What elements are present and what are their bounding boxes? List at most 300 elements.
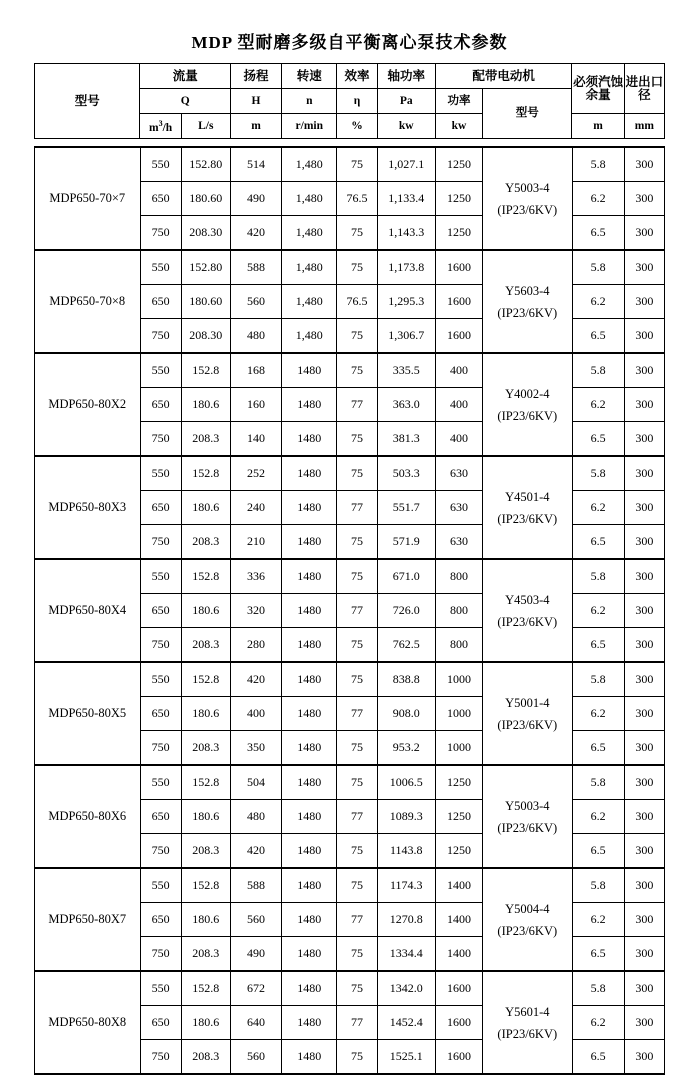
cell-inout-diameter: 300 bbox=[624, 594, 664, 628]
cell-motor-power: 630 bbox=[435, 525, 482, 560]
cell-efficiency: 75 bbox=[337, 353, 377, 388]
header-unit-npsh-m: m bbox=[572, 114, 624, 139]
cell-npsh: 5.8 bbox=[572, 971, 624, 1006]
cell-flow-ls: 180.6 bbox=[181, 594, 230, 628]
table-row bbox=[35, 353, 665, 388]
cell-inout-diameter: 300 bbox=[624, 353, 664, 388]
table-row bbox=[35, 456, 665, 491]
motor-model-name: Y5004-4 bbox=[505, 901, 550, 916]
cell-head: 420 bbox=[230, 662, 281, 697]
table-row bbox=[35, 971, 665, 1006]
cell-npsh: 6.5 bbox=[572, 834, 624, 869]
cell-motor-power: 1000 bbox=[435, 662, 482, 697]
cell-flow-ls: 208.30 bbox=[181, 216, 230, 251]
header-symbol-motor-model: 型号 bbox=[483, 89, 572, 139]
header-unit-ls: L/s bbox=[181, 114, 230, 139]
cell-efficiency: 77 bbox=[337, 594, 377, 628]
cell-motor-power: 400 bbox=[435, 353, 482, 388]
cell-speed: 1480 bbox=[282, 834, 337, 869]
cell-flow-ls: 180.6 bbox=[181, 491, 230, 525]
cell-flow-ls: 152.80 bbox=[181, 147, 230, 182]
motor-model-rating: (IP23/6KV) bbox=[497, 408, 558, 423]
cell-flow-ls: 208.3 bbox=[181, 937, 230, 972]
cell-head: 168 bbox=[230, 353, 281, 388]
cell-efficiency: 75 bbox=[337, 662, 377, 697]
cell-inout-diameter: 300 bbox=[624, 628, 664, 663]
motor-model-rating: (IP23/6KV) bbox=[497, 923, 558, 938]
cell-motor-power: 1250 bbox=[435, 147, 482, 182]
cell-inout-diameter: 300 bbox=[624, 182, 664, 216]
cell-head: 514 bbox=[230, 147, 281, 182]
cell-model: MDP650-80X6 bbox=[35, 765, 141, 868]
cell-motor-power: 800 bbox=[435, 559, 482, 594]
cell-flow-m3h: 650 bbox=[140, 903, 181, 937]
cell-flow-m3h: 750 bbox=[140, 525, 181, 560]
cell-flow-m3h: 750 bbox=[140, 216, 181, 251]
cell-npsh: 6.2 bbox=[572, 903, 624, 937]
cell-speed: 1480 bbox=[282, 388, 337, 422]
cell-flow-m3h: 650 bbox=[140, 388, 181, 422]
motor-model-rating: (IP23/6KV) bbox=[497, 511, 558, 526]
cell-npsh: 6.2 bbox=[572, 491, 624, 525]
cell-inout-diameter: 300 bbox=[624, 285, 664, 319]
cell-flow-ls: 152.80 bbox=[181, 250, 230, 285]
cell-flow-m3h: 550 bbox=[140, 662, 181, 697]
cell-flow-m3h: 750 bbox=[140, 628, 181, 663]
cell-speed: 1,480 bbox=[282, 319, 337, 354]
cell-head: 420 bbox=[230, 834, 281, 869]
cell-efficiency: 75 bbox=[337, 250, 377, 285]
cell-efficiency: 75 bbox=[337, 525, 377, 560]
cell-motor-power: 1400 bbox=[435, 937, 482, 972]
cell-flow-m3h: 750 bbox=[140, 422, 181, 457]
cell-npsh: 6.2 bbox=[572, 800, 624, 834]
header-unit-percent: % bbox=[337, 114, 377, 139]
cell-speed: 1480 bbox=[282, 628, 337, 663]
cell-model: MDP650-80X7 bbox=[35, 868, 141, 971]
cell-motor-model bbox=[483, 353, 572, 456]
cell-motor-model bbox=[483, 456, 572, 559]
cell-model: MDP650-80X5 bbox=[35, 662, 141, 765]
cell-speed: 1480 bbox=[282, 937, 337, 972]
cell-inout-diameter: 300 bbox=[624, 388, 664, 422]
cell-motor-model bbox=[483, 147, 572, 250]
cell-motor-power: 1000 bbox=[435, 731, 482, 766]
cell-model: MDP650-80X2 bbox=[35, 353, 141, 456]
cell-inout-diameter: 300 bbox=[624, 422, 664, 457]
header-inout-diameter: 进出口径 bbox=[624, 64, 664, 114]
motor-model-name: Y4002-4 bbox=[505, 386, 550, 401]
cell-head: 140 bbox=[230, 422, 281, 457]
cell-flow-ls: 152.8 bbox=[181, 456, 230, 491]
motor-model-rating: (IP23/6KV) bbox=[497, 1026, 558, 1041]
cell-shaft-power: 1,173.8 bbox=[377, 250, 435, 285]
cell-flow-ls: 180.60 bbox=[181, 182, 230, 216]
cell-motor-power: 1400 bbox=[435, 868, 482, 903]
cell-motor-model bbox=[483, 559, 572, 662]
cell-motor-model bbox=[483, 868, 572, 971]
cell-shaft-power: 1,027.1 bbox=[377, 147, 435, 182]
header-group-flow: 流量 bbox=[140, 64, 230, 89]
cell-motor-model bbox=[483, 765, 572, 868]
cell-shaft-power: 762.5 bbox=[377, 628, 435, 663]
header-row-groups bbox=[35, 64, 665, 89]
cell-motor-power: 1600 bbox=[435, 1006, 482, 1040]
cell-speed: 1480 bbox=[282, 697, 337, 731]
cell-speed: 1480 bbox=[282, 559, 337, 594]
cell-efficiency: 77 bbox=[337, 388, 377, 422]
header-symbol-pa: Pa bbox=[377, 89, 435, 114]
cell-motor-power: 1000 bbox=[435, 697, 482, 731]
cell-motor-power: 1250 bbox=[435, 834, 482, 869]
cell-inout-diameter: 300 bbox=[624, 971, 664, 1006]
cell-efficiency: 77 bbox=[337, 1006, 377, 1040]
cell-efficiency: 76.5 bbox=[337, 182, 377, 216]
cell-shaft-power: 1,143.3 bbox=[377, 216, 435, 251]
cell-flow-ls: 180.6 bbox=[181, 388, 230, 422]
header-group-motor: 配带电动机 bbox=[435, 64, 572, 89]
cell-efficiency: 75 bbox=[337, 765, 377, 800]
cell-efficiency: 75 bbox=[337, 834, 377, 869]
cell-flow-ls: 152.8 bbox=[181, 353, 230, 388]
cell-npsh: 6.2 bbox=[572, 182, 624, 216]
cell-speed: 1,480 bbox=[282, 285, 337, 319]
cell-inout-diameter: 300 bbox=[624, 1040, 664, 1075]
cell-head: 240 bbox=[230, 491, 281, 525]
cell-head: 252 bbox=[230, 456, 281, 491]
cell-speed: 1480 bbox=[282, 800, 337, 834]
cell-motor-power: 800 bbox=[435, 628, 482, 663]
cell-speed: 1480 bbox=[282, 422, 337, 457]
cell-shaft-power: 1,295.3 bbox=[377, 285, 435, 319]
cell-head: 588 bbox=[230, 868, 281, 903]
cell-npsh: 6.2 bbox=[572, 285, 624, 319]
header-symbol-h: H bbox=[230, 89, 281, 114]
cell-flow-ls: 208.3 bbox=[181, 422, 230, 457]
cell-flow-ls: 208.3 bbox=[181, 731, 230, 766]
header-unit-rmin: r/min bbox=[282, 114, 337, 139]
cell-shaft-power: 381.3 bbox=[377, 422, 435, 457]
header-group-head: 扬程 bbox=[230, 64, 281, 89]
cell-flow-m3h: 550 bbox=[140, 971, 181, 1006]
header-unit-kw-shaft: kw bbox=[377, 114, 435, 139]
cell-shaft-power: 1143.8 bbox=[377, 834, 435, 869]
cell-npsh: 6.5 bbox=[572, 1040, 624, 1075]
cell-efficiency: 76.5 bbox=[337, 285, 377, 319]
cell-inout-diameter: 300 bbox=[624, 456, 664, 491]
cell-flow-ls: 208.3 bbox=[181, 628, 230, 663]
table-row bbox=[35, 765, 665, 800]
header-symbol-eta: η bbox=[337, 89, 377, 114]
cell-motor-power: 1600 bbox=[435, 319, 482, 354]
cell-shaft-power: 551.7 bbox=[377, 491, 435, 525]
cell-inout-diameter: 300 bbox=[624, 903, 664, 937]
cell-speed: 1,480 bbox=[282, 216, 337, 251]
cell-flow-m3h: 750 bbox=[140, 937, 181, 972]
cell-shaft-power: 1089.3 bbox=[377, 800, 435, 834]
cell-speed: 1480 bbox=[282, 491, 337, 525]
cell-shaft-power: 1525.1 bbox=[377, 1040, 435, 1075]
cell-inout-diameter: 300 bbox=[624, 800, 664, 834]
motor-model-name: Y5001-4 bbox=[505, 695, 550, 710]
cell-flow-ls: 152.8 bbox=[181, 662, 230, 697]
cell-model: MDP650-80X3 bbox=[35, 456, 141, 559]
cell-motor-power: 1400 bbox=[435, 903, 482, 937]
table-row bbox=[35, 559, 665, 594]
motor-model-name: Y4501-4 bbox=[505, 489, 550, 504]
cell-flow-ls: 152.8 bbox=[181, 971, 230, 1006]
motor-model-name: Y5603-4 bbox=[505, 283, 550, 298]
cell-head: 672 bbox=[230, 971, 281, 1006]
cell-head: 336 bbox=[230, 559, 281, 594]
cell-inout-diameter: 300 bbox=[624, 250, 664, 285]
cell-flow-m3h: 550 bbox=[140, 456, 181, 491]
cell-flow-ls: 208.3 bbox=[181, 1040, 230, 1075]
cell-head: 480 bbox=[230, 800, 281, 834]
cell-efficiency: 75 bbox=[337, 216, 377, 251]
motor-model-name: Y5003-4 bbox=[505, 180, 550, 195]
cell-motor-power: 1600 bbox=[435, 1040, 482, 1075]
cell-speed: 1480 bbox=[282, 971, 337, 1006]
cell-head: 160 bbox=[230, 388, 281, 422]
page-title: MDP 型耐磨多级自平衡离心泵技术参数 bbox=[191, 33, 508, 52]
cell-flow-m3h: 650 bbox=[140, 697, 181, 731]
cell-flow-m3h: 650 bbox=[140, 800, 181, 834]
cell-motor-power: 1250 bbox=[435, 182, 482, 216]
header-unit-m3h: $m^3/h$ bbox=[140, 114, 181, 139]
cell-efficiency: 75 bbox=[337, 1040, 377, 1075]
cell-flow-m3h: 650 bbox=[140, 285, 181, 319]
cell-head: 560 bbox=[230, 1040, 281, 1075]
cell-inout-diameter: 300 bbox=[624, 765, 664, 800]
cell-npsh: 5.8 bbox=[572, 868, 624, 903]
cell-npsh: 6.5 bbox=[572, 731, 624, 766]
cell-shaft-power: 1270.8 bbox=[377, 903, 435, 937]
cell-efficiency: 75 bbox=[337, 559, 377, 594]
cell-shaft-power: 1006.5 bbox=[377, 765, 435, 800]
cell-flow-ls: 180.6 bbox=[181, 903, 230, 937]
cell-flow-m3h: 550 bbox=[140, 147, 181, 182]
cell-motor-power: 630 bbox=[435, 456, 482, 491]
cell-speed: 1480 bbox=[282, 731, 337, 766]
cell-efficiency: 75 bbox=[337, 422, 377, 457]
header-symbol-power: 功率 bbox=[435, 89, 482, 114]
table-row bbox=[35, 868, 665, 903]
cell-inout-diameter: 300 bbox=[624, 491, 664, 525]
cell-inout-diameter: 300 bbox=[624, 1006, 664, 1040]
cell-shaft-power: 1,133.4 bbox=[377, 182, 435, 216]
table-header bbox=[34, 63, 665, 139]
cell-flow-m3h: 750 bbox=[140, 1040, 181, 1075]
cell-efficiency: 77 bbox=[337, 491, 377, 525]
cell-motor-model bbox=[483, 662, 572, 765]
cell-efficiency: 75 bbox=[337, 456, 377, 491]
cell-motor-power: 800 bbox=[435, 594, 482, 628]
header-group-efficiency: 效率 bbox=[337, 64, 377, 89]
cell-model: MDP650-80X8 bbox=[35, 971, 141, 1074]
cell-flow-m3h: 750 bbox=[140, 834, 181, 869]
cell-flow-m3h: 550 bbox=[140, 868, 181, 903]
cell-shaft-power: 503.3 bbox=[377, 456, 435, 491]
cell-npsh: 6.5 bbox=[572, 937, 624, 972]
motor-model-name: Y4503-4 bbox=[505, 592, 550, 607]
cell-motor-model bbox=[483, 971, 572, 1074]
cell-shaft-power: 1342.0 bbox=[377, 971, 435, 1006]
cell-efficiency: 75 bbox=[337, 971, 377, 1006]
cell-speed: 1480 bbox=[282, 662, 337, 697]
motor-model-rating: (IP23/6KV) bbox=[497, 614, 558, 629]
cell-flow-ls: 180.6 bbox=[181, 1006, 230, 1040]
cell-speed: 1480 bbox=[282, 903, 337, 937]
cell-speed: 1480 bbox=[282, 353, 337, 388]
table-row bbox=[35, 147, 665, 182]
cell-npsh: 5.8 bbox=[572, 559, 624, 594]
header-symbol-q: Q bbox=[140, 89, 230, 114]
cell-shaft-power: 1174.3 bbox=[377, 868, 435, 903]
cell-efficiency: 75 bbox=[337, 319, 377, 354]
cell-inout-diameter: 300 bbox=[624, 525, 664, 560]
cell-npsh: 5.8 bbox=[572, 250, 624, 285]
cell-head: 560 bbox=[230, 903, 281, 937]
cell-head: 420 bbox=[230, 216, 281, 251]
cell-flow-m3h: 650 bbox=[140, 182, 181, 216]
header-unit-kw-motor: kw bbox=[435, 114, 482, 139]
cell-inout-diameter: 300 bbox=[624, 147, 664, 182]
cell-speed: 1480 bbox=[282, 765, 337, 800]
cell-head: 480 bbox=[230, 319, 281, 354]
cell-head: 210 bbox=[230, 525, 281, 560]
cell-efficiency: 77 bbox=[337, 903, 377, 937]
motor-model-rating: (IP23/6KV) bbox=[497, 717, 558, 732]
cell-motor-power: 400 bbox=[435, 388, 482, 422]
cell-npsh: 6.5 bbox=[572, 216, 624, 251]
header-group-shaft-power: 轴功率 bbox=[377, 64, 435, 89]
cell-head: 280 bbox=[230, 628, 281, 663]
cell-head: 640 bbox=[230, 1006, 281, 1040]
motor-model-rating: (IP23/6KV) bbox=[497, 202, 558, 217]
table-body bbox=[34, 146, 665, 1075]
cell-flow-ls: 152.8 bbox=[181, 765, 230, 800]
cell-shaft-power: 1,306.7 bbox=[377, 319, 435, 354]
cell-motor-model bbox=[483, 250, 572, 353]
cell-flow-ls: 152.8 bbox=[181, 559, 230, 594]
cell-npsh: 5.8 bbox=[572, 147, 624, 182]
cell-head: 490 bbox=[230, 182, 281, 216]
cell-inout-diameter: 300 bbox=[624, 319, 664, 354]
cell-shaft-power: 908.0 bbox=[377, 697, 435, 731]
cell-shaft-power: 953.2 bbox=[377, 731, 435, 766]
cell-npsh: 6.2 bbox=[572, 594, 624, 628]
cell-npsh: 6.2 bbox=[572, 1006, 624, 1040]
cell-motor-power: 400 bbox=[435, 422, 482, 457]
cell-efficiency: 77 bbox=[337, 800, 377, 834]
cell-speed: 1480 bbox=[282, 594, 337, 628]
cell-flow-ls: 208.3 bbox=[181, 834, 230, 869]
cell-inout-diameter: 300 bbox=[624, 697, 664, 731]
cell-npsh: 6.2 bbox=[572, 388, 624, 422]
cell-flow-ls: 208.30 bbox=[181, 319, 230, 354]
cell-head: 560 bbox=[230, 285, 281, 319]
cell-speed: 1,480 bbox=[282, 147, 337, 182]
cell-shaft-power: 335.5 bbox=[377, 353, 435, 388]
cell-npsh: 5.8 bbox=[572, 662, 624, 697]
cell-flow-m3h: 550 bbox=[140, 559, 181, 594]
cell-flow-ls: 208.3 bbox=[181, 525, 230, 560]
cell-npsh: 6.5 bbox=[572, 628, 624, 663]
cell-flow-m3h: 550 bbox=[140, 250, 181, 285]
cell-motor-power: 1250 bbox=[435, 765, 482, 800]
cell-model: MDP650-70×8 bbox=[35, 250, 141, 353]
cell-motor-power: 1250 bbox=[435, 800, 482, 834]
cell-shaft-power: 571.9 bbox=[377, 525, 435, 560]
cell-inout-diameter: 300 bbox=[624, 731, 664, 766]
header-symbol-n: n bbox=[282, 89, 337, 114]
cell-head: 504 bbox=[230, 765, 281, 800]
cell-head: 350 bbox=[230, 731, 281, 766]
cell-flow-m3h: 750 bbox=[140, 731, 181, 766]
cell-npsh: 6.2 bbox=[572, 697, 624, 731]
cell-shaft-power: 671.0 bbox=[377, 559, 435, 594]
cell-flow-m3h: 550 bbox=[140, 353, 181, 388]
cell-efficiency: 75 bbox=[337, 731, 377, 766]
cell-flow-ls: 180.60 bbox=[181, 285, 230, 319]
cell-inout-diameter: 300 bbox=[624, 834, 664, 869]
cell-speed: 1480 bbox=[282, 868, 337, 903]
cell-shaft-power: 1452.4 bbox=[377, 1006, 435, 1040]
cell-flow-m3h: 550 bbox=[140, 765, 181, 800]
cell-inout-diameter: 300 bbox=[624, 868, 664, 903]
cell-motor-power: 1600 bbox=[435, 971, 482, 1006]
header-npsh: 必须汽蚀余量 bbox=[572, 64, 624, 114]
cell-npsh: 6.5 bbox=[572, 319, 624, 354]
cell-inout-diameter: 300 bbox=[624, 559, 664, 594]
cell-speed: 1480 bbox=[282, 456, 337, 491]
cell-speed: 1,480 bbox=[282, 250, 337, 285]
cell-flow-m3h: 650 bbox=[140, 491, 181, 525]
cell-shaft-power: 726.0 bbox=[377, 594, 435, 628]
cell-shaft-power: 1334.4 bbox=[377, 937, 435, 972]
cell-model: MDP650-70×7 bbox=[35, 147, 141, 250]
cell-speed: 1480 bbox=[282, 525, 337, 560]
motor-model-name: Y5601-4 bbox=[505, 1004, 550, 1019]
cell-inout-diameter: 300 bbox=[624, 216, 664, 251]
header-model: 型号 bbox=[35, 64, 140, 139]
cell-model: MDP650-80X4 bbox=[35, 559, 141, 662]
cell-efficiency: 75 bbox=[337, 937, 377, 972]
table-row bbox=[35, 662, 665, 697]
cell-speed: 1,480 bbox=[282, 182, 337, 216]
motor-model-rating: (IP23/6KV) bbox=[497, 820, 558, 835]
cell-head: 588 bbox=[230, 250, 281, 285]
cell-head: 400 bbox=[230, 697, 281, 731]
cell-flow-ls: 152.8 bbox=[181, 868, 230, 903]
cell-motor-power: 1600 bbox=[435, 285, 482, 319]
cell-efficiency: 75 bbox=[337, 868, 377, 903]
cell-speed: 1480 bbox=[282, 1006, 337, 1040]
cell-npsh: 5.8 bbox=[572, 456, 624, 491]
header-unit-dn-mm: mm bbox=[624, 114, 664, 139]
cell-npsh: 6.5 bbox=[572, 525, 624, 560]
cell-inout-diameter: 300 bbox=[624, 937, 664, 972]
cell-motor-power: 630 bbox=[435, 491, 482, 525]
header-unit-m: m bbox=[230, 114, 281, 139]
cell-head: 320 bbox=[230, 594, 281, 628]
motor-model-name: Y5003-4 bbox=[505, 798, 550, 813]
cell-speed: 1480 bbox=[282, 1040, 337, 1075]
cell-shaft-power: 838.8 bbox=[377, 662, 435, 697]
cell-shaft-power: 363.0 bbox=[377, 388, 435, 422]
cell-head: 490 bbox=[230, 937, 281, 972]
